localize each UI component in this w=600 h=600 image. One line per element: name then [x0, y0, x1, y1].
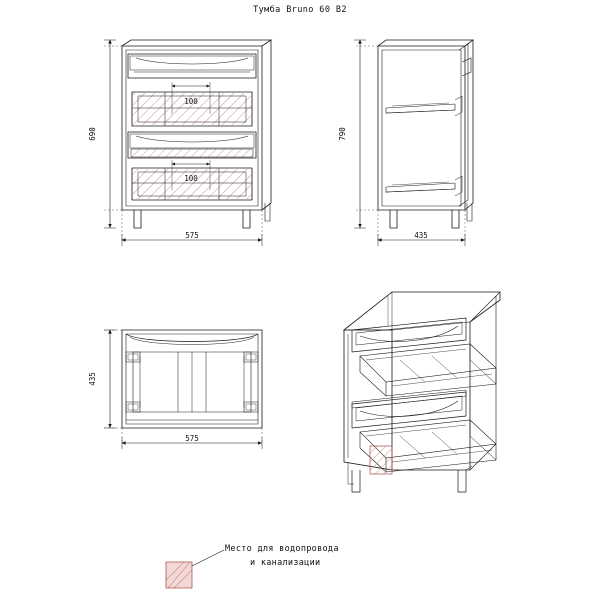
dim-side-height: 790	[338, 127, 347, 141]
dim-side-depth: 435	[414, 231, 428, 240]
legend-callout	[166, 550, 224, 588]
dim-top-depth: 435	[88, 372, 97, 386]
plumbing-note-line-1: Место для водопровода	[225, 544, 339, 554]
isometric-view	[344, 292, 500, 492]
plumbing-note-line-2: и канализации	[250, 558, 321, 568]
front-view	[104, 40, 271, 246]
dim-drawer-lower: 100	[184, 174, 198, 183]
dim-front-height: 690	[88, 127, 97, 141]
page-title: Тумба Bruno 60 В2	[253, 5, 347, 15]
top-view	[104, 330, 262, 449]
dim-front-width: 575	[185, 231, 199, 240]
dim-top-width: 575	[185, 434, 199, 443]
dim-drawer-upper: 100	[184, 97, 198, 106]
side-view	[354, 40, 473, 246]
